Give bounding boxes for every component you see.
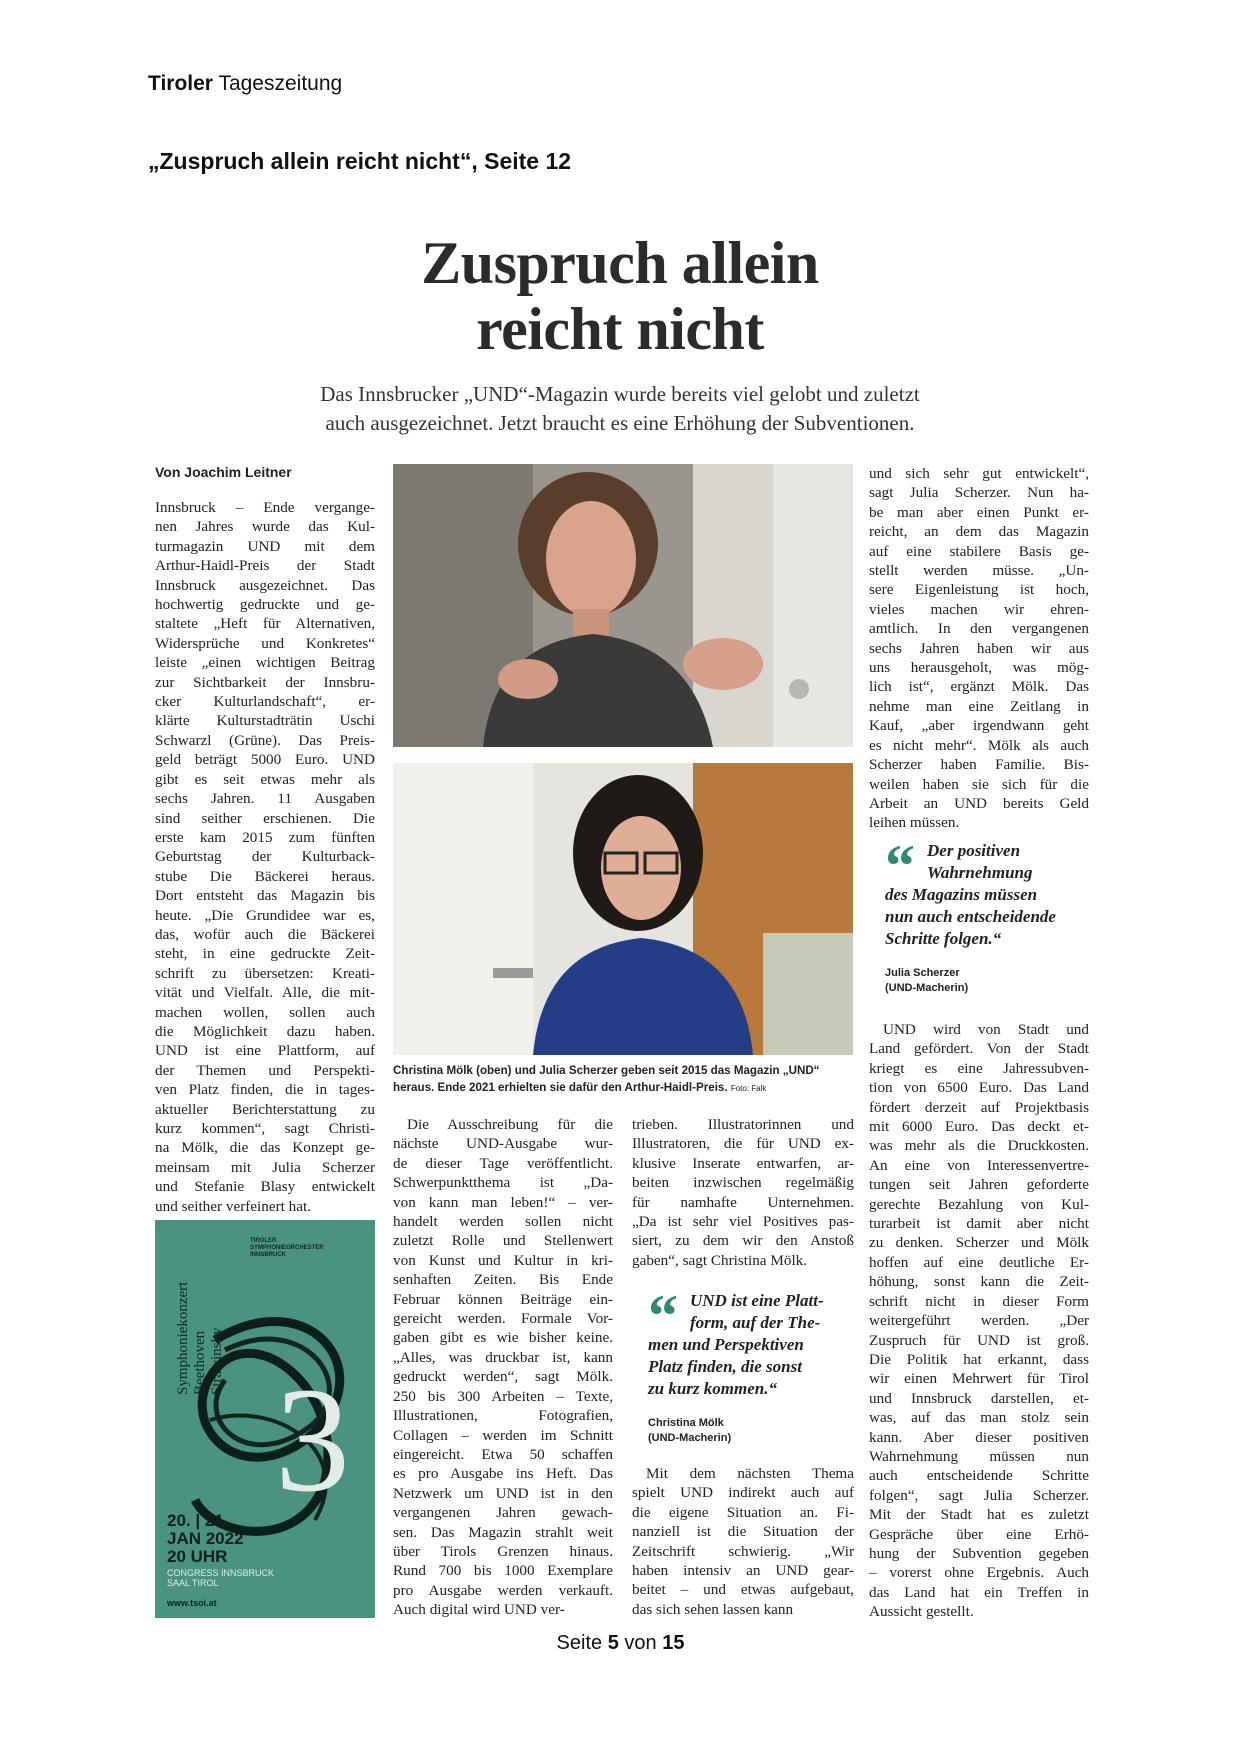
byline: Von Joachim Leitner: [155, 464, 292, 480]
page-mid: von: [624, 1632, 657, 1654]
text-line: Schwarzl (Grüne). Das Preis-: [155, 731, 375, 749]
text-line: Geburtstag der Kulturback-: [155, 848, 375, 866]
text-line: folgen“, sagt Julia Scherzer.: [869, 1486, 1089, 1504]
text-line: de dieser Tage veröffentlicht.: [393, 1154, 613, 1172]
text-line: mit 6000 Euro. Das deckt et-: [869, 1118, 1089, 1136]
photo-credit: Foto: Falk: [730, 1084, 767, 1093]
text-line: beiten inzwischen regelmäßig: [632, 1174, 854, 1192]
text-line: uns herausgeholt, was mög-: [869, 659, 1089, 677]
text-line: aktueller Berichterstattung zu: [155, 1100, 375, 1118]
text-line: sere Eigenleistung ist hoch,: [869, 581, 1089, 599]
text-line: von kann man leben!“ – ver-: [393, 1193, 613, 1211]
text-line: auch entscheidende Schritte: [869, 1467, 1089, 1485]
ad-date: 20. | 21.: [167, 1511, 229, 1530]
text-line: wir einen Mehrwert für Tirol: [869, 1370, 1089, 1388]
text-line: Die Politik hat erkannt, dass: [869, 1350, 1089, 1368]
text-line: geld beträgt 5000 Euro. UND: [155, 751, 375, 769]
page-prefix: Seite: [556, 1632, 603, 1654]
text-line: tion von 6500 Euro. Das Land: [869, 1079, 1089, 1097]
text-line: ven Platz finden, die in tages-: [155, 1081, 375, 1099]
orchestra-logo: [250, 1238, 324, 1259]
text-line: kann. Aber dieser positiven: [869, 1428, 1089, 1446]
text-line: kurz kommen“, sagt Christi-: [155, 1120, 375, 1137]
pull-quote-moelk: [648, 1283, 858, 1446]
text-line: sechs Jahren. 11 Ausgaben: [155, 790, 375, 808]
text-line: und seither verfeinert hat.: [155, 1197, 312, 1215]
text-line: weilen haben sie sich für die: [869, 775, 1089, 793]
text-line: sagt Julia Scherzer. Nun ha-: [869, 484, 1089, 502]
text-line: klusive Inserate entwarfen, ar-: [632, 1154, 854, 1172]
photo-julia-scherzer: [393, 763, 853, 1055]
text-line: vität und Vielfalt. Alle, die mit-: [155, 984, 375, 1002]
text-line: hung der Subvention gegeben: [869, 1544, 1089, 1562]
text-line: hoffen auf eine deutliche Er-: [869, 1253, 1089, 1271]
brand-bold: Tiroler: [148, 72, 213, 95]
quote-line: Wahrnehmung: [927, 863, 1033, 882]
text-line: Widersprüche und Konkretes“: [155, 634, 375, 652]
text-line: erste kam 2015 zum fünften: [155, 828, 375, 846]
text-line: stellt werden müsse. „Un-: [869, 562, 1089, 580]
text-line: Die Ausschreibung für die: [407, 1116, 613, 1133]
text-line: und Stefanie Blasy entwickelt: [155, 1178, 375, 1196]
text-line: Aussicht gestellt.: [869, 1603, 974, 1621]
ad-website: www.tsoi.at: [167, 1598, 217, 1608]
quote-1-role: (UND-Macherin): [648, 1432, 732, 1444]
ad-program-line-3: Strawinsky: [209, 1327, 225, 1395]
text-line: was, auf das man stolz sein: [869, 1409, 1089, 1427]
text-line: machen wollen, sollen auch: [155, 1003, 375, 1021]
text-line: schrift nicht in dieser Form: [869, 1292, 1089, 1310]
text-line: pro Ausgabe werden verkauft.: [393, 1581, 613, 1599]
text-line: haben intensiv an UND gear-: [632, 1562, 854, 1580]
text-line: höhung, sonst kann die Zeit-: [869, 1273, 1089, 1291]
text-line: Dort entsteht das Magazin bis: [155, 887, 375, 905]
subheadline: [260, 380, 980, 438]
text-line: Land gefördert. Von der Stadt: [869, 1040, 1089, 1058]
text-line: schrift zu übersetzen: Kreati-: [155, 964, 375, 982]
text-line: es pro Ausgabe ins Heft. Das: [393, 1465, 613, 1483]
text-line: – vorerst ohne Ergebnis. Auch: [869, 1564, 1089, 1582]
quote-line: Schritte folgen.“: [885, 929, 1002, 948]
quote-1-attribution: [648, 1416, 858, 1446]
text-line: cker Kulturlandschaft“, er-: [155, 693, 375, 711]
text-line: nehme man eine Zeitlang in: [869, 697, 1089, 715]
quote-1-author: Christina Mölk: [648, 1417, 724, 1429]
text-line: senhaften Zeiten. Bis Ende: [393, 1271, 613, 1289]
text-line: kriegt es eine Jahressubven-: [869, 1059, 1089, 1077]
column-3-bottom: [632, 1464, 854, 1619]
text-line: heute. „Die Grundidee war es,: [155, 906, 375, 924]
text-line: nanziell ist die Situation der: [632, 1523, 854, 1541]
text-line: Arthur-Haidl-Preis der Stadt: [155, 557, 375, 575]
text-line: gaben gibt es wie bisher keine.: [393, 1329, 613, 1347]
quote-2-author: Julia Scherzer: [885, 967, 960, 979]
ad-venue-line-2: SAAL TIROL: [167, 1578, 219, 1588]
text-line: und Innsbruck darstellen, et-: [869, 1389, 1089, 1407]
quote-line: Platz finden, die sonst: [648, 1357, 802, 1376]
text-line: UND wird von Stadt und: [883, 1021, 1089, 1038]
text-line: sen. Das Magazin strahlt weit: [393, 1523, 613, 1541]
text-line: turarbeit ist damit aber nicht: [869, 1215, 1089, 1233]
text-line: gerechte Bezahlung von Kul-: [869, 1195, 1089, 1213]
text-line: Rund 700 bis 1000 Exemplare: [393, 1562, 613, 1580]
text-line: Mit dem nächsten Thema: [646, 1465, 854, 1482]
text-line: be man aber einen Punkt er-: [869, 503, 1089, 521]
ad-date-block: [167, 1512, 244, 1566]
column-4-top: [869, 464, 1089, 833]
quote-mark-icon: “: [885, 833, 915, 899]
org-line-2: SYMPHONIEORCHESTER: [250, 1245, 324, 1251]
photo-christina-moelk: [393, 464, 853, 747]
photo-2-illustration: [393, 763, 853, 1055]
publication-name: [148, 72, 342, 96]
text-line: Schwerpunktthema ist „Da-: [393, 1174, 613, 1192]
page-total: 15: [662, 1632, 685, 1654]
ad-venue-line-1: CONGRESS INNSBRUCK: [167, 1568, 275, 1578]
quote-2-role: (UND-Macherin): [885, 982, 969, 994]
brand-rest: Tageszeitung: [218, 72, 343, 95]
text-line: leihen müssen.: [869, 814, 960, 832]
column-3-top: [632, 1115, 854, 1270]
text-line: staltete „Heft für Alternativen,: [155, 615, 375, 633]
text-line: zur Sichtbarkeit der Innsbru-: [155, 673, 375, 691]
text-line: das sich sehen lassen kann: [632, 1600, 794, 1618]
text-line: gereicht werden. Formale Vor-: [393, 1310, 613, 1328]
quote-line: UND ist eine Platt-: [690, 1291, 824, 1310]
article-reference: „Zuspruch allein reicht nicht“, Seite 12: [148, 148, 572, 174]
org-line-1: TIROLER: [250, 1238, 277, 1244]
text-line: fördert derzeit auf Projektbasis: [869, 1098, 1089, 1116]
quote-2-attribution: [885, 966, 1090, 996]
text-line: Illustratoren, die für UND ex-: [632, 1135, 854, 1153]
text-line: stube Die Bäckerei heraus.: [155, 867, 375, 885]
text-line: An eine von Interessenvertre-: [869, 1156, 1089, 1174]
text-line: lich ist“, ergänzt Mölk. Das: [869, 678, 1089, 696]
text-line: steht, in eine gedruckte Zeit-: [155, 945, 375, 963]
quote-mark-icon: “: [648, 1283, 678, 1349]
quote-1-text: [648, 1290, 858, 1400]
ad-time: 20 UHR: [167, 1547, 228, 1566]
quote-line: des Magazins müssen: [885, 885, 1038, 904]
ad-program: [175, 1220, 226, 1395]
text-line: 250 bis 300 Arbeiten – Texte,: [393, 1387, 613, 1405]
text-line: das, wofür auch die Bäckerei: [155, 925, 375, 943]
text-line: leiste „einen wichtigen Beitrag: [155, 654, 375, 672]
text-line: vergangenen Jahren gewach-: [393, 1504, 613, 1522]
text-line: Gespräche über eine Erhö-: [869, 1525, 1089, 1543]
text-line: Februar können Beiträge ein-: [393, 1290, 613, 1308]
text-line: Wahrnehmung müssen nun: [869, 1447, 1089, 1465]
text-line: Scherzer haben Familie. Bis-: [869, 756, 1089, 774]
photo-caption: [393, 1062, 853, 1097]
text-line: Zuspruch für UND ist groß.: [869, 1331, 1089, 1349]
headline: [300, 230, 940, 362]
text-line: und sich sehr gut entwickelt“,: [869, 465, 1089, 482]
text-line: reicht, an dem das Magazin: [869, 523, 1089, 541]
text-line: sind seither erschienen. Die: [155, 809, 375, 827]
text-line: „Alles, was druckbar ist, kann: [393, 1348, 613, 1366]
page-indicator: [0, 1632, 1241, 1655]
text-line: UND ist eine Plattform, auf: [155, 1042, 375, 1060]
text-line: was mehr als die Druckkosten.: [869, 1137, 1089, 1155]
text-line: über Tirols Grenzen hinaus.: [393, 1542, 613, 1560]
text-line: handelt werden sollen nicht: [393, 1213, 613, 1231]
org-line-3: INNSBRUCK: [250, 1252, 286, 1258]
text-line: der Themen und Perspekti-: [155, 1061, 375, 1079]
quote-line: men und Perspektiven: [648, 1335, 804, 1354]
text-line: Innsbruck – Ende vergange-: [155, 499, 375, 516]
text-line: Collagen – werden im Schnitt: [393, 1426, 613, 1444]
text-line: auf eine stabilere Basis ge-: [869, 542, 1089, 560]
quote-2-text: [885, 840, 1090, 950]
text-line: die Möglichkeit dazu haben.: [155, 1022, 375, 1040]
text-line: die eigene Situation an. Fi-: [632, 1503, 854, 1521]
text-line: Innsbruck ausgezeichnet. Das: [155, 576, 375, 594]
subhead-line-2: auch ausgezeichnet. Jetzt braucht es eine Erhöhung der Subventionen.: [325, 411, 915, 435]
text-line: gaben“, sagt Christina Mölk.: [632, 1251, 808, 1269]
text-line: Illustrationen, Fotografien,: [393, 1407, 613, 1425]
text-line: Zeitschrift schwierig. „Wir: [632, 1542, 854, 1560]
quote-line: nun auch entscheidende: [885, 907, 1056, 926]
text-line: gedruckt werden“, sagt Mölk.: [393, 1368, 613, 1386]
text-line: eingereicht. Etwa 50 schaffen: [393, 1445, 613, 1463]
text-line: es nicht mehr“. Mölk als auch: [869, 736, 1089, 754]
text-line: turmagazin UND mit dem: [155, 537, 375, 555]
text-line: nen Jahres wurde das Kul-: [155, 518, 375, 536]
ad-venue: [167, 1568, 274, 1588]
column-1: [155, 498, 375, 1216]
text-line: trieben. Illustratorinnen und: [632, 1116, 854, 1133]
text-line: Auch digital wird UND ver-: [393, 1601, 565, 1619]
text-line: amtlich. In den vergangenen: [869, 620, 1089, 638]
text-line: zu denken. Scherzer und Mölk: [869, 1234, 1089, 1252]
text-line: sechs Jahren haben wir aus: [869, 639, 1089, 657]
headline-line-1: Zuspruch allein: [421, 230, 819, 296]
column-2: [393, 1115, 613, 1620]
headline-line-2: reicht nicht: [476, 296, 764, 362]
text-line: Arbeit an UND bereits Geld: [869, 794, 1089, 812]
text-line: von Kunst und Kultur in kri-: [393, 1251, 613, 1269]
text-line: spielt UND indirekt auch auf: [632, 1484, 854, 1502]
text-line: tungen seit Jahren geforderte: [869, 1176, 1089, 1194]
text-line: hochwertig gedruckte und ge-: [155, 596, 375, 614]
concert-number: 3: [275, 1357, 350, 1523]
text-line: zuletzt Rolle und Stellenwert: [393, 1232, 613, 1250]
caption-text: Christina Mölk (oben) und Julia Scherzer geben seit 2015 das Magazin „UND“ heraus. Ende 2021 erhielten sie dafür den Arthur-Haidl-Preis.: [393, 1064, 820, 1094]
photo-1-illustration: [393, 464, 853, 747]
text-line: gibt es seit etwas mehr als: [155, 770, 375, 788]
concert-advertisement: [155, 1220, 375, 1618]
pull-quote-scherzer: [885, 833, 1090, 996]
quote-line: Der positiven: [927, 841, 1021, 860]
text-line: Kauf, „aber irgendwann geht: [869, 717, 1089, 735]
text-line: klärte Kulturstadträtin Uschi: [155, 712, 375, 730]
quote-line: form, auf der The-: [690, 1313, 821, 1332]
ad-program-line-2: Beethoven: [192, 1330, 208, 1395]
text-line: Netzwerk um UND ist in den: [393, 1484, 613, 1502]
text-line: nächste UND-Ausgabe wur-: [393, 1135, 613, 1153]
page-current: 5: [607, 1632, 619, 1654]
text-line: Mit der Stadt hat es zuletzt: [869, 1506, 1089, 1524]
text-line: meinsam mit Julia Scherzer: [155, 1158, 375, 1176]
text-line: beitet – und etwas aufgebaut,: [632, 1581, 854, 1599]
text-line: das Land hat ein Treffen in: [869, 1583, 1089, 1601]
text-line: „Da ist sehr viel Positives pas-: [632, 1213, 854, 1231]
ad-program-line-1: Symphoniekonzert: [175, 1281, 191, 1395]
quote-line: zu kurz kommen.“: [648, 1379, 777, 1398]
text-line: siert, zu dem wir den Anstoß: [632, 1232, 854, 1250]
subhead-line-1: Das Innsbrucker „UND“-Magazin wurde bereits viel gelobt und zuletzt: [320, 382, 920, 406]
text-line: für namhafte Unternehmen.: [632, 1193, 854, 1211]
text-line: weitergeführt werden. „Der: [869, 1312, 1089, 1330]
ad-month: JAN 2022: [167, 1529, 244, 1548]
text-line: na Mölk, die das Konzept ge-: [155, 1139, 375, 1157]
text-line: vieles machen wir ehren-: [869, 600, 1089, 618]
column-4-bottom: [869, 1020, 1089, 1622]
